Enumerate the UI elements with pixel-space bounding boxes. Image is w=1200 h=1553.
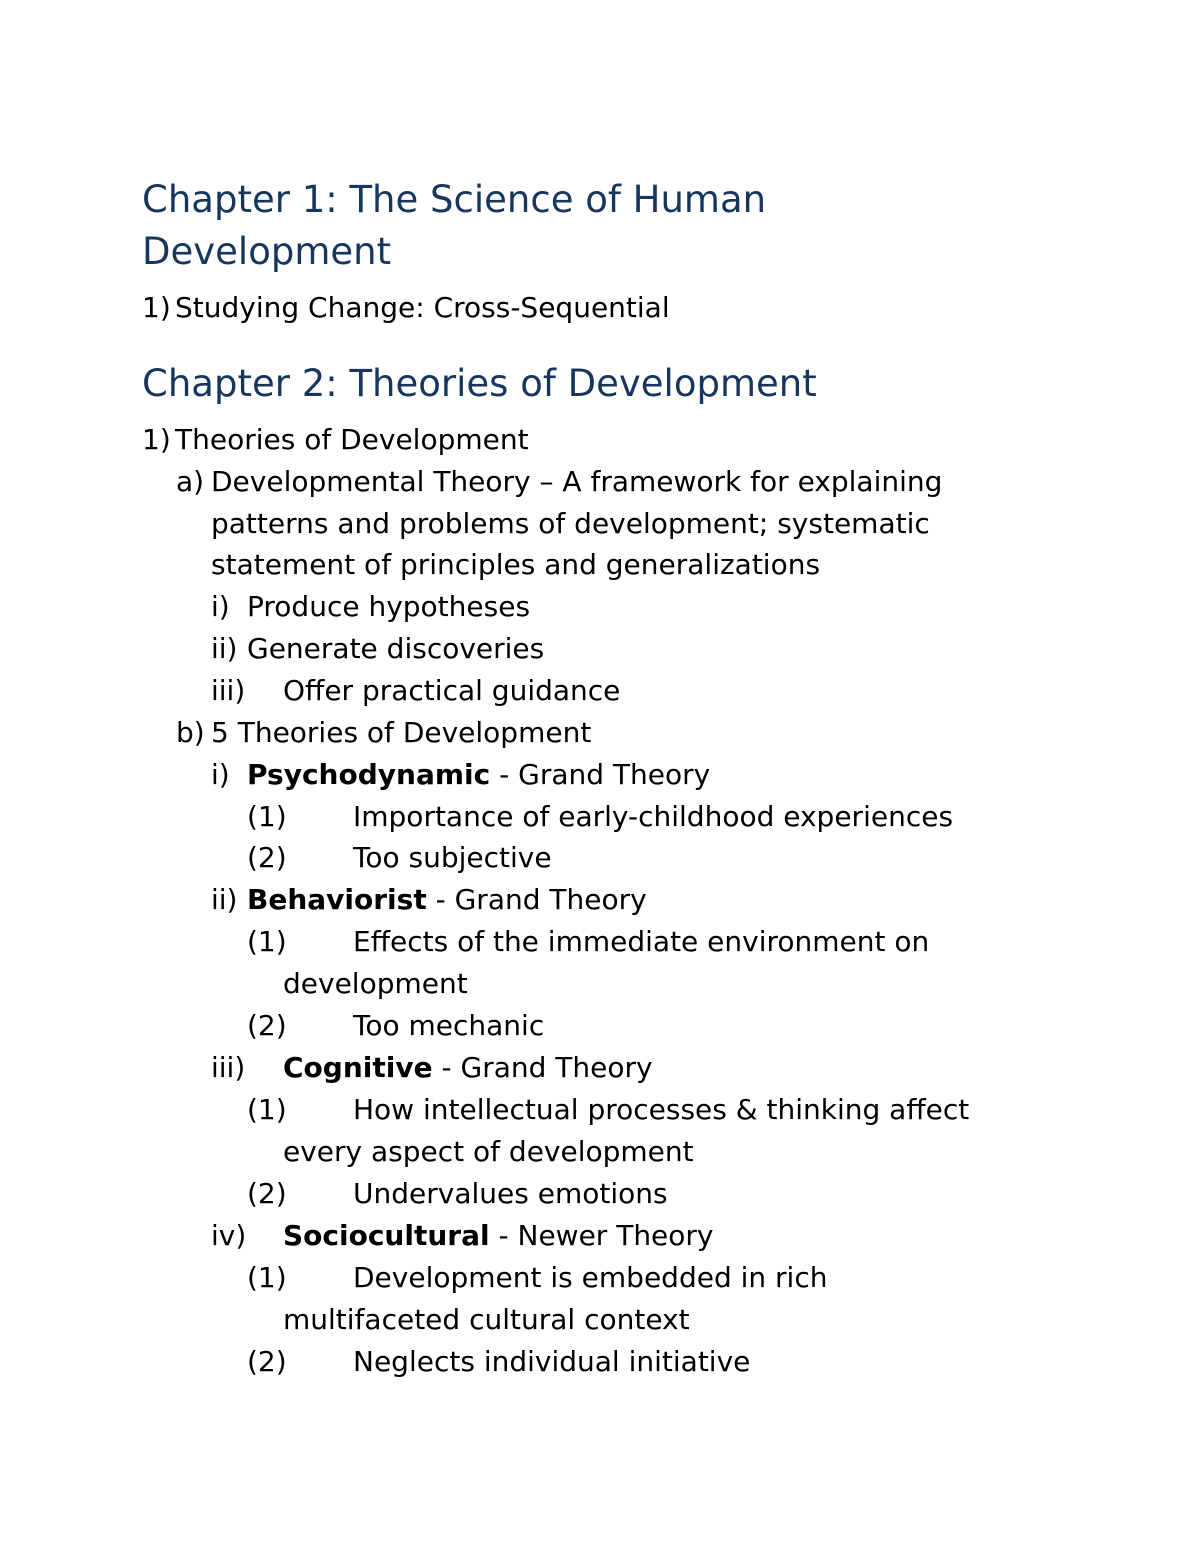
list-label: ii) [211,632,238,665]
theory-name: Behaviorist [247,883,427,916]
list-label: iv) [211,1219,247,1252]
list-label: b) [176,716,205,749]
list-text: development [283,967,468,1000]
list-label: (2) [247,1009,287,1042]
theory-name: Sociocultural [283,1219,490,1252]
list-label: ii) [211,883,238,916]
chapter2-heading: Chapter 2: Theories of Development [142,362,817,405]
list-text: Developmental Theory – A framework for explaining [211,465,943,498]
list-text: Offer practical guidance [283,674,621,707]
theory-kind: - Grand Theory [432,1051,653,1084]
chapter1-heading-line2: Development [142,230,392,273]
list-text [283,1218,714,1254]
list-label: (1) [247,1261,287,1294]
list-text: Importance of early-childhood experiences [353,800,954,833]
list-text: Generate discoveries [247,632,545,665]
list-text: Too mechanic [353,1009,545,1042]
list-label: (1) [247,800,287,833]
list-text: Produce hypotheses [247,590,531,623]
list-text: patterns and problems of development; systematic [211,507,930,540]
list-label: (1) [247,1093,287,1126]
list-text: How intellectual processes & thinking affect [353,1093,970,1126]
list-text: multifaceted cultural context [283,1303,690,1336]
list-text: every aspect of development [283,1135,694,1168]
theory-kind: - Newer Theory [489,1219,714,1252]
list-label: 1) [142,423,171,456]
list-text: Too subjective [353,841,552,874]
chapter1-heading-line1: Chapter 1: The Science of Human [142,178,767,221]
list-label: i) [211,758,230,791]
list-label: i) [211,590,230,623]
list-label: (2) [247,841,287,874]
theory-kind: - Grand Theory [426,883,647,916]
list-label: (1) [247,925,287,958]
theory-name: Cognitive [283,1051,433,1084]
list-text [247,882,647,918]
list-text: statement of principles and generalizations [211,548,821,581]
list-label: iii) [211,674,246,707]
list-text: Undervalues emotions [353,1177,668,1210]
list-text [247,757,710,793]
list-text: Development is embedded in rich [353,1261,828,1294]
list-label: (2) [247,1345,287,1378]
theory-kind: - Grand Theory [490,758,711,791]
list-label: a) [176,465,205,498]
list-text: 5 Theories of Development [211,716,592,749]
list-label: (2) [247,1177,287,1210]
list-text: Studying Change: Cross-Sequential [175,291,670,324]
list-text: Neglects individual initiative [353,1345,751,1378]
list-text [283,1050,653,1086]
list-label: iii) [211,1051,246,1084]
list-label: 1) [142,291,171,324]
list-text: Effects of the immediate environment on [353,925,930,958]
theory-name: Psychodynamic [247,758,491,791]
list-text: Theories of Development [175,423,529,456]
